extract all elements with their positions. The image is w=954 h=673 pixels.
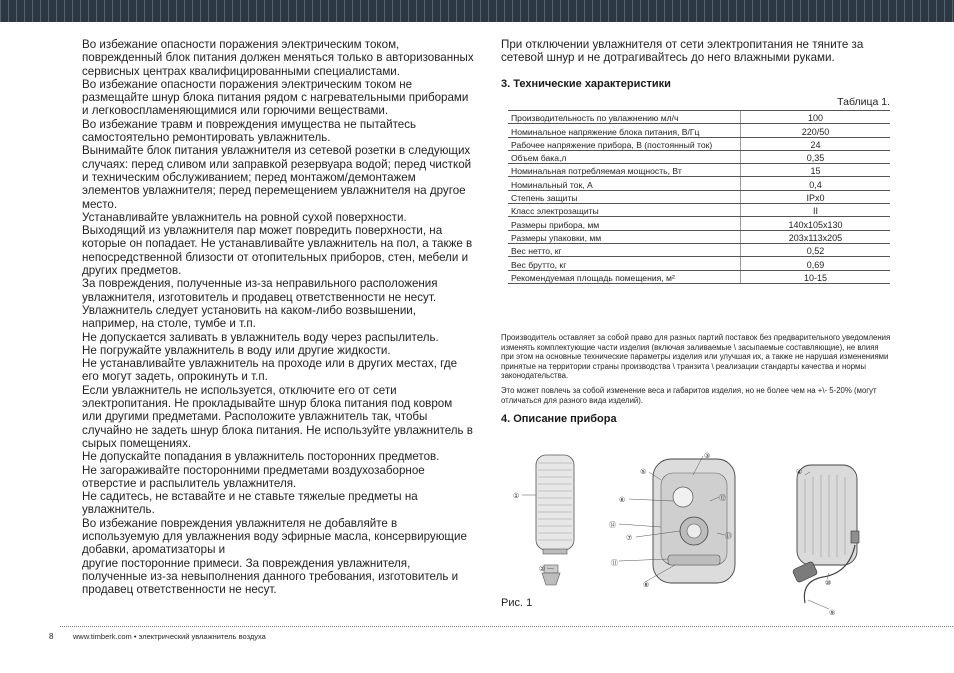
spec-label: Вес брутто, кг <box>508 257 741 270</box>
callout-3: ③ <box>704 452 711 460</box>
spec-value: II <box>741 204 891 217</box>
spec-value: 0,69 <box>741 257 891 270</box>
unplug-warning: При отключении увлажнителя от сети электропитания не тяните за сетевой шнур и не дотрагивайтесь до него влажными руками. <box>501 38 864 65</box>
spec-row <box>508 217 890 230</box>
spec-row <box>508 150 890 163</box>
safety-paragraph: Если увлажнитель не используется, отключите его от сети электропитания. Не прокладывайте шнур блока питания под ковром или другими предметами. Расположите увлажнитель так, чтобы случайно не задеть шнур блока питания. Не используйте увлажнитель в сырых помещениях. <box>82 383 473 450</box>
spec-label: Размеры упаковки, мм <box>508 230 741 243</box>
front-view-illustration <box>653 459 735 583</box>
spec-label: Класс электрозащиты <box>508 204 741 217</box>
spec-row <box>508 124 890 137</box>
spec-label: Объем бака,л <box>508 150 741 163</box>
spec-value: 140x105x130 <box>741 217 891 230</box>
spec-value: 0,35 <box>741 150 891 163</box>
spec-row <box>508 190 890 203</box>
footer-divider <box>60 626 954 627</box>
spec-row <box>508 177 890 190</box>
spec-row <box>508 204 890 217</box>
figure-caption: Рис. 1 <box>501 597 533 609</box>
spec-row <box>508 164 890 177</box>
spec-value: 0,52 <box>741 243 891 256</box>
page-number: 8 <box>49 632 54 641</box>
safety-paragraph: Не устанавливайте увлажнитель на проходе или в других местах, где его могут задеть, опрокинуть и т.п. <box>82 357 458 384</box>
weight-note: Это может повлечь за собой изменение веса и габаритов изделия, но не более чем на +\- 5-20% (могут отличаться для разного вида изделий). <box>501 386 877 405</box>
callout-1: ① <box>513 492 520 500</box>
safety-paragraph: Не садитесь, не вставайте и не ставьте тяжелые предметы на увлажнитель. <box>82 490 418 517</box>
spec-label: Размеры прибора, мм <box>508 217 741 230</box>
spec-row <box>508 137 890 150</box>
callout-14: ⑭ <box>609 521 616 529</box>
spec-row <box>508 243 890 256</box>
callout-9: ⑨ <box>829 609 836 617</box>
section-3-title: 3. Технические характеристики <box>501 78 671 90</box>
section-4-title: 4. Описание прибора <box>501 413 617 425</box>
safety-paragraph: Во избежание повреждения увлажнителя не добавляйте в используемую для увлажнения воду эфирные масла, консервирующие добавки, ароматизаторы и <box>82 516 467 557</box>
spec-value: IPx0 <box>741 190 891 203</box>
safety-paragraph: Не загораживайте посторонними предметами воздухозаборное отверстие и распылитель увлажнителя. <box>82 463 425 490</box>
safety-paragraph: Во избежание опасности поражения электрическим током, поврежденный блок питания должен меняться только в авторизованных сервисных центрах квалифицированными специалистами. <box>82 38 474 78</box>
spec-label: Рекомендуемая площадь помещения, м² <box>508 270 741 283</box>
spec-value: 15 <box>741 164 891 177</box>
spec-label: Номинальное напряжение блока питания, В/Гц <box>508 124 741 137</box>
table-caption: Таблица 1. <box>837 96 890 108</box>
spec-value: 10-15 <box>741 270 891 283</box>
safety-paragraph: Выходящий из увлажнителя пар может повредить поверхности, на которые он попадает. Не устанавливайте увлажнитель на пол, а также в непосредственной близости от отопительных приборов, стен, мебели и других предметов. <box>82 224 473 278</box>
callout-7: ⑦ <box>626 534 633 542</box>
device-diagram <box>505 445 900 623</box>
callout-10: ⑩ <box>825 579 832 587</box>
spec-row <box>508 111 890 124</box>
manufacturer-note: Производитель оставляет за собой право для разных партий поставок без предварительного уведомления изменять комплектующие части изделия (включая заливаемые \ засыпаемые составляющие), не влияя при этом на основные технические параметры изделия или улучшая их, а также не нарушая изменениями принятые на территории страны производства \ транзита \ реализации стандарты качества и нормы законодательства. <box>501 333 891 380</box>
callout-2: ② <box>539 565 546 573</box>
safety-paragraph: Устанавливайте увлажнитель на ровной сухой поверхности. <box>82 210 407 224</box>
safety-paragraph: Во избежание опасности поражения электрическим током не размещайте шнур блока питания рядом с нагревательными приборами и легковоспламеняющимися или горючими веществами. <box>82 77 469 118</box>
callout-4: ④ <box>796 468 803 476</box>
spec-value: 24 <box>741 137 891 150</box>
safety-paragraph: Не допускайте попадания в увлажнитель посторонних предметов. <box>82 450 440 464</box>
footer-text: www.timberk.com • электрический увлажнитель воздуха <box>73 632 266 641</box>
callout-12: ⑫ <box>719 494 726 502</box>
callout-11: ⑪ <box>611 559 618 567</box>
top-decorative-bar <box>0 0 954 22</box>
spec-value: 0,4 <box>741 177 891 190</box>
safety-paragraph: Не погружайте увлажнитель в воду или другие жидкости. <box>82 343 391 357</box>
safety-paragraph: За повреждения, полученные из-за неправильного расположения увлажнителя, изготовитель и продавец ответственности не несут. <box>82 277 438 304</box>
safety-paragraph: Не допускается заливать в увлажнитель воду через распылитель. <box>82 330 439 344</box>
callout-6: ⑥ <box>619 496 626 504</box>
spec-label: Номинальный ток, А <box>508 177 741 190</box>
spec-value: 100 <box>741 111 891 124</box>
spec-label: Номинальная потребляемая мощность, Вт <box>508 164 741 177</box>
spec-row <box>508 230 890 243</box>
callout-5: ⑤ <box>640 468 647 476</box>
spec-row <box>508 257 890 270</box>
spec-label: Вес нетто, кг <box>508 243 741 256</box>
specs-table <box>508 110 890 284</box>
safety-paragraph: другие посторонние примеси. За повреждения увлажнителя, полученные из-за невыполнения данного требования, изготовитель и продавец ответственности не несут. <box>82 556 459 597</box>
safety-paragraph: Вынимайте блок питания увлажнителя из сетевой розетки в следующих случаях: перед сливом или заправкой резервуара водой; перед чисткой и техническим обслуживанием; перед монтажом/демонтажем элементов увлажнителя; перед перемещением увлажнителя на другое место. <box>82 144 472 211</box>
spec-value: 220/50 <box>741 124 891 137</box>
spec-label: Рабочее напряжение прибора, В (постоянный ток) <box>508 137 741 150</box>
filter-sleeve-illustration <box>536 455 574 554</box>
spec-row <box>508 270 890 283</box>
spec-label: Производительность по увлажнению мл/ч <box>508 111 741 124</box>
callout-13: ⑬ <box>725 532 732 540</box>
callout-8: ⑧ <box>643 581 650 589</box>
spec-value: 203x113x205 <box>741 230 891 243</box>
safety-paragraph: Во избежание травм и повреждения имущества не пытайтесь самостоятельно ремонтировать увлажнитель. <box>82 117 417 145</box>
safety-instructions <box>82 38 474 596</box>
safety-paragraph: Увлажнитель следует установить на каком-либо возвышении, например, на столе, тумбе и т.п. <box>82 303 417 331</box>
spec-label: Степень защиты <box>508 190 741 203</box>
